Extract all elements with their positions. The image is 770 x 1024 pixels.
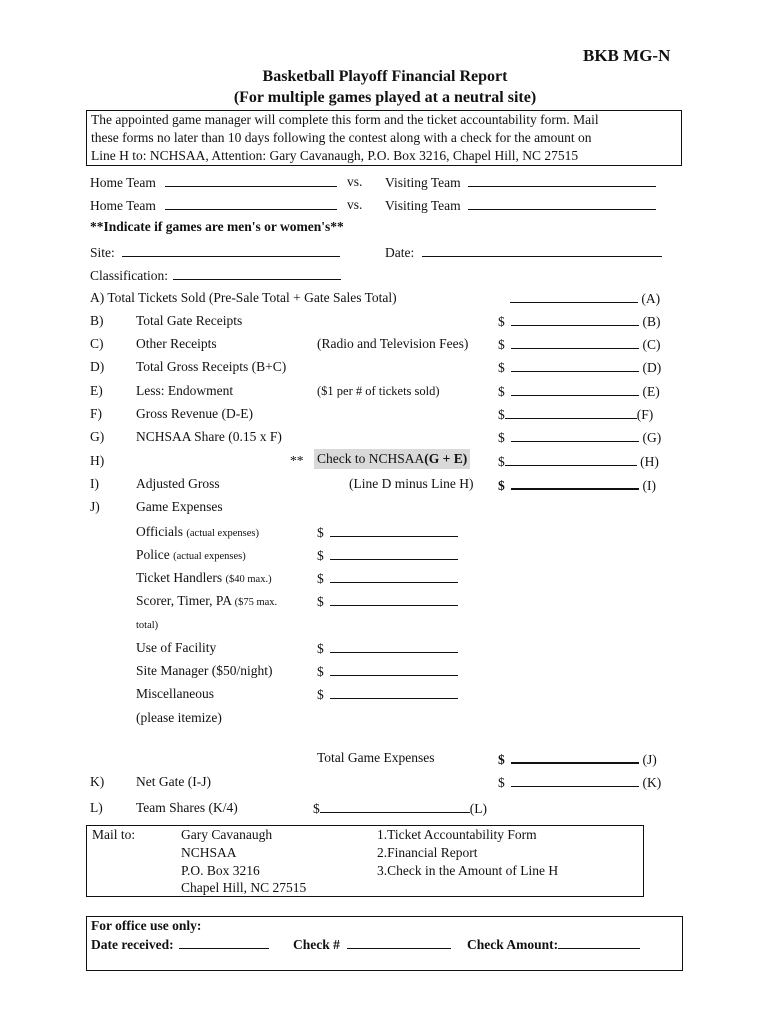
- site-row: [90, 244, 340, 261]
- expense-officials-field[interactable]: [330, 524, 458, 537]
- currency-sign: $: [317, 548, 324, 563]
- currency-sign: $: [498, 360, 505, 375]
- date-row: [385, 244, 662, 261]
- line-k-letter: K): [90, 774, 105, 789]
- currency-sign: $: [498, 407, 505, 422]
- expense-note: (actual expenses): [186, 528, 259, 539]
- currency-sign: $: [317, 594, 324, 609]
- please-itemize: (please itemize): [136, 710, 222, 725]
- line-j-letter: J): [90, 499, 100, 514]
- home-team-row-1: [90, 174, 337, 191]
- line-b-letter: B): [90, 313, 104, 328]
- mail-item: 3.Check in the Amount of Line H: [377, 863, 559, 878]
- expense-officials-row: [317, 524, 458, 541]
- line-l-code: (L): [469, 801, 487, 816]
- line-f-letter: F): [90, 406, 103, 421]
- date-label: Date:: [385, 245, 415, 260]
- expense-scorer-row: [317, 593, 458, 610]
- expense-label: Scorer, Timer, PA: [136, 593, 232, 608]
- line-h-note: [314, 449, 470, 469]
- line-j-row: [498, 750, 657, 768]
- line-i-letter: I): [90, 476, 99, 491]
- office-use-title: For office use only:: [91, 918, 202, 933]
- mail-address-line: P.O. Box 3216: [181, 863, 260, 878]
- line-g-row: [498, 429, 661, 446]
- currency-sign: $: [498, 314, 505, 329]
- line-g-field[interactable]: [511, 429, 639, 442]
- line-b-row: [498, 313, 661, 330]
- instructions-line-1: The appointed game manager will complete this form and the ticket accountability form. Mail: [91, 112, 599, 127]
- line-k-code: (K): [642, 775, 662, 790]
- line-d-label: Total Gross Receipts (B+C): [136, 359, 287, 374]
- currency-sign: $: [498, 384, 505, 399]
- visiting-team-row-1: [385, 174, 656, 191]
- visiting-team-field[interactable]: [468, 197, 656, 210]
- vs-label: vs.: [347, 197, 363, 212]
- line-i-code: (I): [642, 478, 656, 493]
- classification-row: [90, 267, 341, 284]
- check-number-row: [293, 936, 451, 953]
- home-team-label: Home Team: [90, 175, 156, 190]
- line-l-field[interactable]: [320, 800, 470, 813]
- line-j-label: Game Expenses: [136, 499, 223, 514]
- expense-label: Officials: [136, 524, 183, 539]
- line-b-label: Total Gate Receipts: [136, 313, 243, 328]
- expense-misc-field[interactable]: [330, 686, 458, 699]
- currency-sign: $: [498, 478, 505, 493]
- currency-sign: $: [498, 337, 505, 352]
- expense-facility-field[interactable]: [330, 640, 458, 653]
- mail-address-line: Gary Cavanaugh: [181, 827, 273, 842]
- line-f-label: Gross Revenue (D-E): [136, 406, 253, 421]
- home-team-label: Home Team: [90, 198, 156, 213]
- line-f-field[interactable]: [505, 406, 637, 419]
- classification-field[interactable]: [173, 267, 341, 280]
- line-e-row: [498, 383, 660, 400]
- currency-sign: $: [498, 775, 505, 790]
- expense-misc: Miscellaneous: [136, 686, 214, 701]
- expense-scorer-note-cont: total): [136, 620, 159, 631]
- line-l-letter: L): [90, 800, 103, 815]
- expense-scorer: [136, 593, 277, 609]
- expense-note: ($40 max.): [225, 574, 272, 585]
- instructions-box: [86, 110, 682, 166]
- check-number-label: Check #: [293, 937, 340, 952]
- check-amount-label: Check Amount:: [467, 937, 559, 952]
- line-l-row: [313, 800, 487, 817]
- visiting-team-row-2: [385, 197, 656, 214]
- mail-address-line: Chapel Hill, NC 27515: [181, 880, 307, 895]
- line-d-field[interactable]: [511, 359, 639, 372]
- line-a-code: (A): [641, 291, 661, 306]
- line-k-row: [498, 774, 661, 791]
- line-h-note-bold: (G + E): [424, 451, 468, 466]
- expense-site-manager-row: [317, 663, 458, 680]
- line-d-letter: D): [90, 359, 105, 374]
- date-received-field[interactable]: [179, 936, 269, 949]
- office-use-box: [86, 916, 683, 971]
- expense-label: Police: [136, 547, 170, 562]
- line-k-field[interactable]: [511, 774, 639, 787]
- line-b-code: (B): [642, 314, 661, 329]
- site-label: Site:: [90, 245, 115, 260]
- currency-sign: $: [317, 525, 324, 540]
- currency-sign: $: [317, 641, 324, 656]
- site-field[interactable]: [122, 244, 340, 257]
- line-a-field[interactable]: [510, 290, 638, 303]
- expense-ticket-handlers-field[interactable]: [330, 570, 458, 583]
- line-f-code: (F): [636, 407, 654, 422]
- expense-facility-row: [317, 640, 458, 657]
- line-f-row: [498, 406, 653, 423]
- line-l-label: Team Shares (K/4): [136, 800, 238, 815]
- visiting-team-field[interactable]: [468, 174, 656, 187]
- currency-sign: $: [313, 801, 320, 816]
- check-number-field[interactable]: [347, 936, 451, 949]
- date-field[interactable]: [422, 244, 662, 257]
- line-g-label: NCHSAA Share (0.15 x F): [136, 429, 282, 444]
- instructions-line-2: these forms no later than 10 days following the contest along with a check for the amount on: [91, 130, 592, 145]
- line-e-label: Less: Endowment: [136, 383, 234, 398]
- line-i-label: Adjusted Gross: [136, 476, 220, 491]
- check-amount-field[interactable]: [558, 936, 640, 949]
- instructions-line-3: Line H to: NCHSAA, Attention: Gary Cavanaugh, P.O. Box 3216, Chapel Hill, NC 27515: [91, 148, 579, 163]
- date-received-row: [91, 936, 269, 953]
- line-c-note: (Radio and Television Fees): [317, 336, 469, 351]
- check-amount-row: [467, 936, 640, 953]
- expense-site-manager-field[interactable]: [330, 663, 458, 676]
- expense-label: Ticket Handlers: [136, 570, 223, 585]
- line-h-code: (H): [640, 454, 659, 469]
- mail-item: 1.Ticket Accountability Form: [377, 827, 537, 842]
- line-a-row: [510, 290, 660, 307]
- line-g-code: (G): [642, 430, 662, 445]
- currency-sign: $: [498, 454, 505, 469]
- currency-sign: $: [498, 430, 505, 445]
- line-h-row: [498, 453, 659, 470]
- line-c-letter: C): [90, 336, 104, 351]
- line-a-label: A) Total Tickets Sold (Pre-Sale Total + Gate Sales Total): [90, 290, 397, 305]
- visiting-team-label: Visiting Team: [385, 175, 461, 190]
- line-h-note-text: Check to NCHSAA: [317, 451, 425, 466]
- currency-sign: $: [498, 752, 505, 767]
- total-game-expenses-label: Total Game Expenses: [317, 750, 435, 765]
- line-c-code: (C): [642, 337, 661, 352]
- home-team-field[interactable]: [165, 174, 337, 187]
- line-e-letter: E): [90, 383, 103, 398]
- line-i-note: (Line D minus Line H): [349, 476, 474, 491]
- expense-misc-row: [317, 686, 458, 703]
- classification-label: Classification:: [90, 268, 168, 283]
- expense-police-field[interactable]: [330, 547, 458, 560]
- line-h-field[interactable]: [505, 453, 637, 466]
- currency-sign: $: [317, 664, 324, 679]
- home-team-field[interactable]: [165, 197, 337, 210]
- expense-police-row: [317, 547, 458, 564]
- mail-to-box: [86, 825, 644, 897]
- expense-site-manager: Site Manager ($50/night): [136, 663, 273, 678]
- line-i-row: [498, 476, 656, 494]
- expense-officials: [136, 524, 259, 540]
- expense-facility: Use of Facility: [136, 640, 217, 655]
- line-c-row: [498, 336, 661, 353]
- line-j-field[interactable]: [511, 750, 639, 764]
- expense-scorer-field[interactable]: [330, 593, 458, 606]
- mail-to-label: Mail to:: [92, 827, 136, 842]
- expense-police: [136, 547, 246, 563]
- expense-ticket-handlers-row: [317, 570, 458, 587]
- currency-sign: $: [317, 571, 324, 586]
- line-d-code: (D): [642, 360, 662, 375]
- vs-label: vs.: [347, 174, 363, 189]
- form-code: BKB MG-N: [583, 46, 671, 65]
- expense-note: (actual expenses): [173, 551, 246, 562]
- line-b-field[interactable]: [511, 313, 639, 326]
- page-title: Basketball Playoff Financial Report: [262, 68, 508, 85]
- line-i-field[interactable]: [511, 476, 639, 490]
- mail-item: 2.Financial Report: [377, 845, 478, 860]
- line-e-code: (E): [642, 384, 660, 399]
- mail-address-line: NCHSAA: [181, 845, 237, 860]
- visiting-team-label: Visiting Team: [385, 198, 461, 213]
- line-e-note: ($1 per # of tickets sold): [317, 384, 440, 398]
- line-g-letter: G): [90, 429, 105, 444]
- line-e-field[interactable]: [511, 383, 639, 396]
- expense-ticket-handlers: [136, 570, 272, 586]
- line-j-code: (J): [642, 752, 657, 767]
- home-team-row-2: [90, 197, 337, 214]
- line-c-field[interactable]: [511, 336, 639, 349]
- date-received-label: Date received:: [91, 937, 174, 952]
- line-h-letter: H): [90, 453, 105, 468]
- page-subtitle: (For multiple games played at a neutral site): [233, 89, 537, 106]
- expense-note: ($75 max.: [234, 597, 278, 608]
- currency-sign: $: [317, 687, 324, 702]
- line-h-stars: **: [290, 453, 304, 468]
- line-c-label: Other Receipts: [136, 336, 217, 351]
- line-d-row: [498, 359, 661, 376]
- line-k-label: Net Gate (I-J): [136, 774, 211, 789]
- gender-note: **Indicate if games are men's or women's**: [90, 219, 344, 234]
